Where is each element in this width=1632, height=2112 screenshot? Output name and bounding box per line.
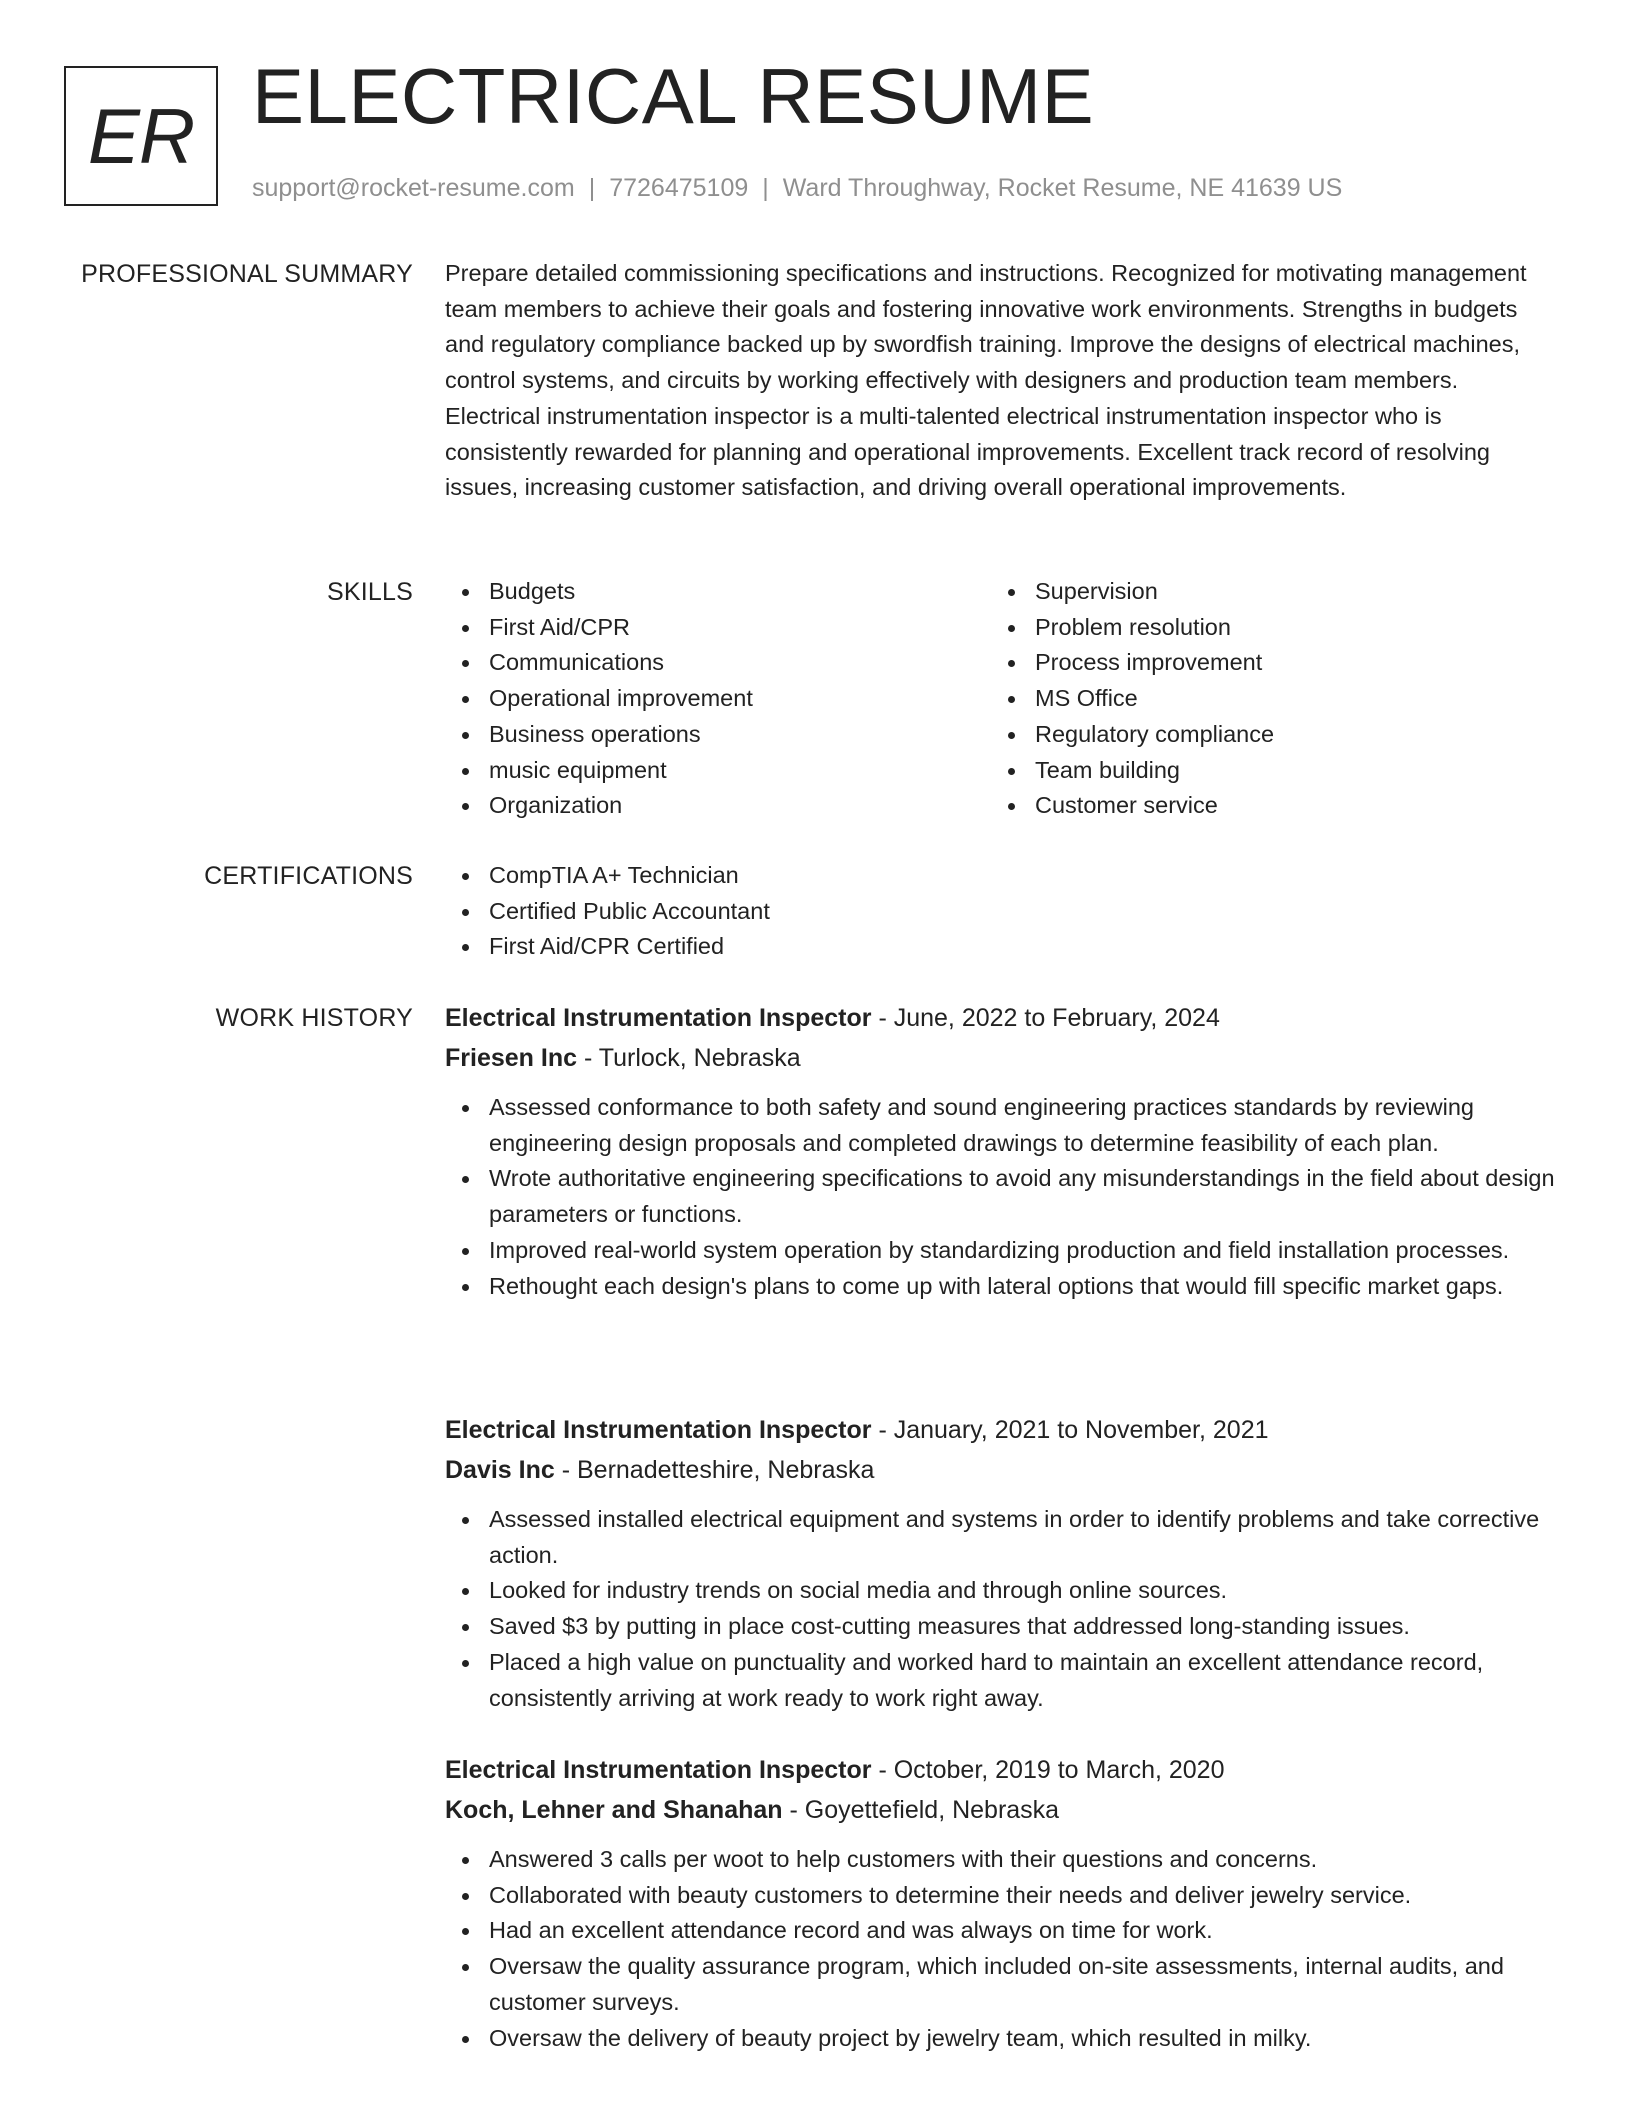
list-item: Certified Public Accountant <box>445 894 1557 930</box>
list-item: Wrote authoritative engineering specifications to avoid any misunderstandings in the field about design parameters or functions. <box>445 1161 1557 1232</box>
list-item: Customer service <box>991 788 1537 824</box>
list-item: Business operations <box>445 717 991 753</box>
job-company-line <box>445 1790 1557 1830</box>
list-item: Process improvement <box>991 645 1537 681</box>
list-item: Saved $3 by putting in place cost-cutting measures that addressed long-standing issues. <box>445 1609 1557 1645</box>
list-item: Improved real-world system operation by standardizing production and field installation processes. <box>445 1233 1557 1269</box>
contact-separator: | <box>588 174 596 202</box>
job-company: Davis Inc <box>445 1456 555 1484</box>
job-bullets <box>445 1842 1557 2056</box>
job-company: Friesen Inc <box>445 1044 577 1072</box>
list-item: Placed a high value on punctuality and worked hard to maintain an excellent attendance record, consistently arriving at work ready to work right away. <box>445 1645 1557 1716</box>
list-item: Rethought each design's plans to come up with lateral options that would fill specific market gaps. <box>445 1269 1557 1305</box>
job-company-line <box>445 1038 1557 1078</box>
list-item: Answered 3 calls per woot to help customers with their questions and concerns. <box>445 1842 1557 1878</box>
contact-address: Ward Throughway, Rocket Resume, NE 41639 US <box>782 174 1343 202</box>
job-company-line <box>445 1450 1557 1490</box>
list-item: music equipment <box>445 753 991 789</box>
monogram-logo: ER <box>64 66 218 206</box>
skills-list-left <box>445 574 991 824</box>
job-dates: - October, 2019 to March, 2020 <box>871 1756 1225 1784</box>
job-dates: - June, 2022 to February, 2024 <box>871 1004 1220 1032</box>
list-item: Regulatory compliance <box>991 717 1537 753</box>
summary-label: PROFESSIONAL SUMMARY <box>81 260 413 288</box>
list-item: Team building <box>991 753 1537 789</box>
job-bullets <box>445 1090 1557 1304</box>
skills-label: SKILLS <box>327 578 413 606</box>
contact-email[interactable]: support@rocket-resume.com <box>252 174 575 202</box>
job-location: - Goyettefield, Nebraska <box>782 1796 1060 1824</box>
list-item: Operational improvement <box>445 681 991 717</box>
job-title: Electrical Instrumentation Inspector <box>445 1756 872 1784</box>
job-entry <box>445 1750 1557 2056</box>
job-company: Koch, Lehner and Shanahan <box>445 1796 783 1824</box>
list-item: MS Office <box>991 681 1537 717</box>
list-item: Assessed installed electrical equipment and systems in order to identify problems and take corrective action. <box>445 1502 1557 1573</box>
job-title-line <box>445 1410 1557 1450</box>
skills-list-right <box>991 574 1537 824</box>
list-item: Oversaw the delivery of beauty project by jewelry team, which resulted in milky. <box>445 2021 1557 2057</box>
list-item: Communications <box>445 645 991 681</box>
list-item: First Aid/CPR <box>445 610 991 646</box>
list-item: Organization <box>445 788 991 824</box>
list-item: Oversaw the quality assurance program, which included on-site assessments, internal audits, and customer surveys. <box>445 1949 1557 2020</box>
job-location: - Bernadetteshire, Nebraska <box>554 1456 875 1484</box>
job-dates: - January, 2021 to November, 2021 <box>871 1416 1269 1444</box>
contact-line <box>252 174 1342 203</box>
job-title: Electrical Instrumentation Inspector <box>445 1416 872 1444</box>
contact-separator: | <box>762 174 769 202</box>
certifications-body <box>445 858 1557 965</box>
list-item: Collaborated with beauty customers to determine their needs and deliver jewelry service. <box>445 1878 1557 1914</box>
job-location: - Turlock, Nebraska <box>577 1044 801 1072</box>
job-title: Electrical Instrumentation Inspector <box>445 1004 872 1032</box>
list-item: Problem resolution <box>991 610 1537 646</box>
job-title-line <box>445 998 1557 1038</box>
list-item: Looked for industry trends on social media and through online sources. <box>445 1573 1557 1609</box>
list-item: Budgets <box>445 574 991 610</box>
list-item: Assessed conformance to both safety and sound engineering practices standards by reviewing engineering design proposals and completed drawings to determine feasibility of each plan. <box>445 1090 1557 1161</box>
list-item: Supervision <box>991 574 1537 610</box>
job-entry <box>445 998 1557 1304</box>
job-title-line <box>445 1750 1557 1790</box>
job-bullets <box>445 1502 1557 1716</box>
list-item: Had an excellent attendance record and was always on time for work. <box>445 1913 1557 1949</box>
resume-title: ELECTRICAL RESUME <box>252 52 1095 140</box>
list-item: CompTIA A+ Technician <box>445 858 1557 894</box>
certifications-list <box>445 858 1557 965</box>
list-item: First Aid/CPR Certified <box>445 929 1557 965</box>
certifications-label: CERTIFICATIONS <box>204 862 413 890</box>
work-history-label: WORK HISTORY <box>215 1004 413 1032</box>
contact-phone[interactable]: 7726475109 <box>609 174 749 202</box>
summary-text: Prepare detailed commissioning specifications and instructions. Recognized for motivating management team members to achieve their goals and fostering innovative work environments. Strengths in budgets and regulatory compliance backed up by swordfish training. Improve the designs of electrical machines, control systems, and circuits by working effectively with designers and production team members. Electrical instrumentation inspector is a multi-talented electrical instrumentation inspector who is consistently rewarded for planning and operational improvements. Excellent track record of resolving issues, increasing customer satisfaction, and driving overall operational improvements. <box>445 260 1527 501</box>
skills-body <box>445 574 1557 824</box>
job-entry <box>445 1410 1557 1716</box>
